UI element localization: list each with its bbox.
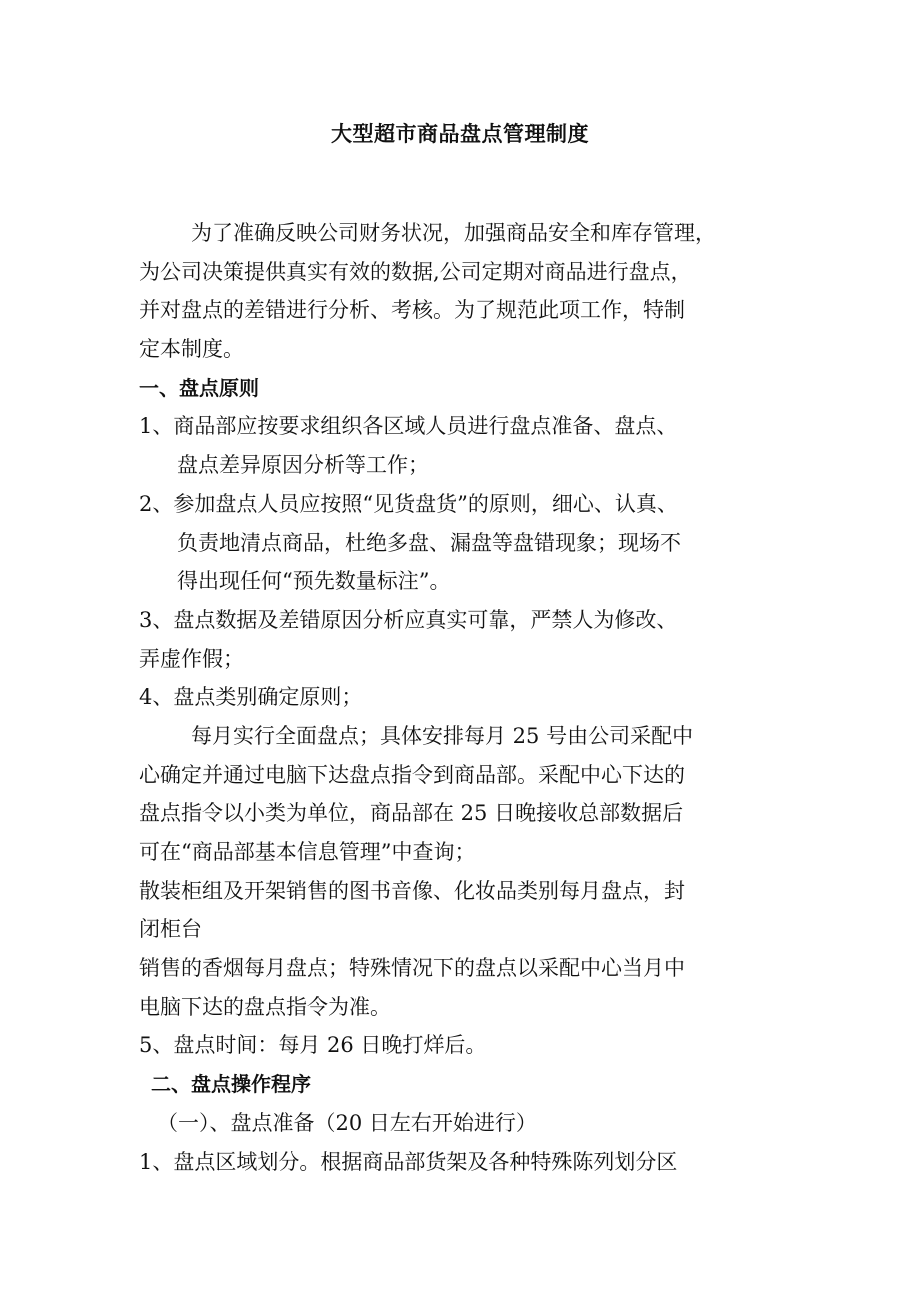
- list-item-line: 负责地清点商品，杜绝多盘、漏盘等盘错现象；现场不: [177, 530, 681, 555]
- section-heading: 二、盘点操作程序: [151, 1072, 311, 1097]
- paragraph-line: 定本制度。: [139, 337, 244, 362]
- list-item-line: 1、商品部应按要求组织各区域人员进行盘点准备、盘点、: [139, 414, 678, 439]
- paragraph-line: 为了准确反映公司财务状况，加强商品安全和库存管理，: [191, 221, 716, 245]
- paragraph-line: 闭柜台: [139, 917, 202, 942]
- list-item-line: 3、盘点数据及差错原因分析应真实可靠，严禁人为修改、: [139, 607, 678, 632]
- document-title: 大型超市商品盘点管理制度: [331, 122, 589, 146]
- list-item-line: 得出现任何“预先数量标注”。: [177, 569, 451, 594]
- paragraph-line: 为公司决策提供真实有效的数据,公司定期对商品进行盘点，: [139, 259, 692, 284]
- subsection-heading: （一）、盘点准备（20 日左右开始进行）: [157, 1110, 537, 1135]
- paragraph-line: 盘点指令以小类为单位，商品部在 25 日晚接收总部数据后: [139, 801, 684, 826]
- paragraph-line: 电脑下达的盘点指令为准。: [139, 994, 391, 1019]
- section-heading: 一、盘点原则: [139, 375, 259, 400]
- paragraph-line: 可在“商品部基本信息管理”中查询；: [139, 840, 476, 864]
- list-item-line: 4、盘点类别确定原则；: [139, 685, 363, 710]
- paragraph-line: 散装柜组及开架销售的图书音像、化妆品类别每月盘点，封: [139, 878, 685, 903]
- list-item-line: 1、盘点区域划分。根据商品部货架及各种特殊陈列划分区: [139, 1149, 678, 1174]
- paragraph-line: 心确定并通过电脑下达盘点指令到商品部。采配中心下达的: [139, 762, 685, 787]
- list-item-line: 盘点差异原因分析等工作；: [177, 453, 429, 478]
- document-body: [139, 214, 789, 1181]
- paragraph-line: 并对盘点的差错进行分析、考核。为了规范此项工作，特制: [139, 298, 685, 323]
- paragraph-line: 每月实行全面盘点；具体安排每月 25 号由公司采配中: [191, 723, 694, 748]
- list-item-line: 2、参加盘点人员应按照“见货盘货”的原则，细心、认真、: [139, 491, 678, 516]
- list-item-line: 弄虚作假；: [139, 646, 244, 671]
- paragraph-line: 销售的香烟每月盘点；特殊情况下的盘点以采配中心当月中: [139, 956, 685, 981]
- list-item-line: 5、盘点时间：每月 26 日晚打烊后。: [139, 1033, 487, 1058]
